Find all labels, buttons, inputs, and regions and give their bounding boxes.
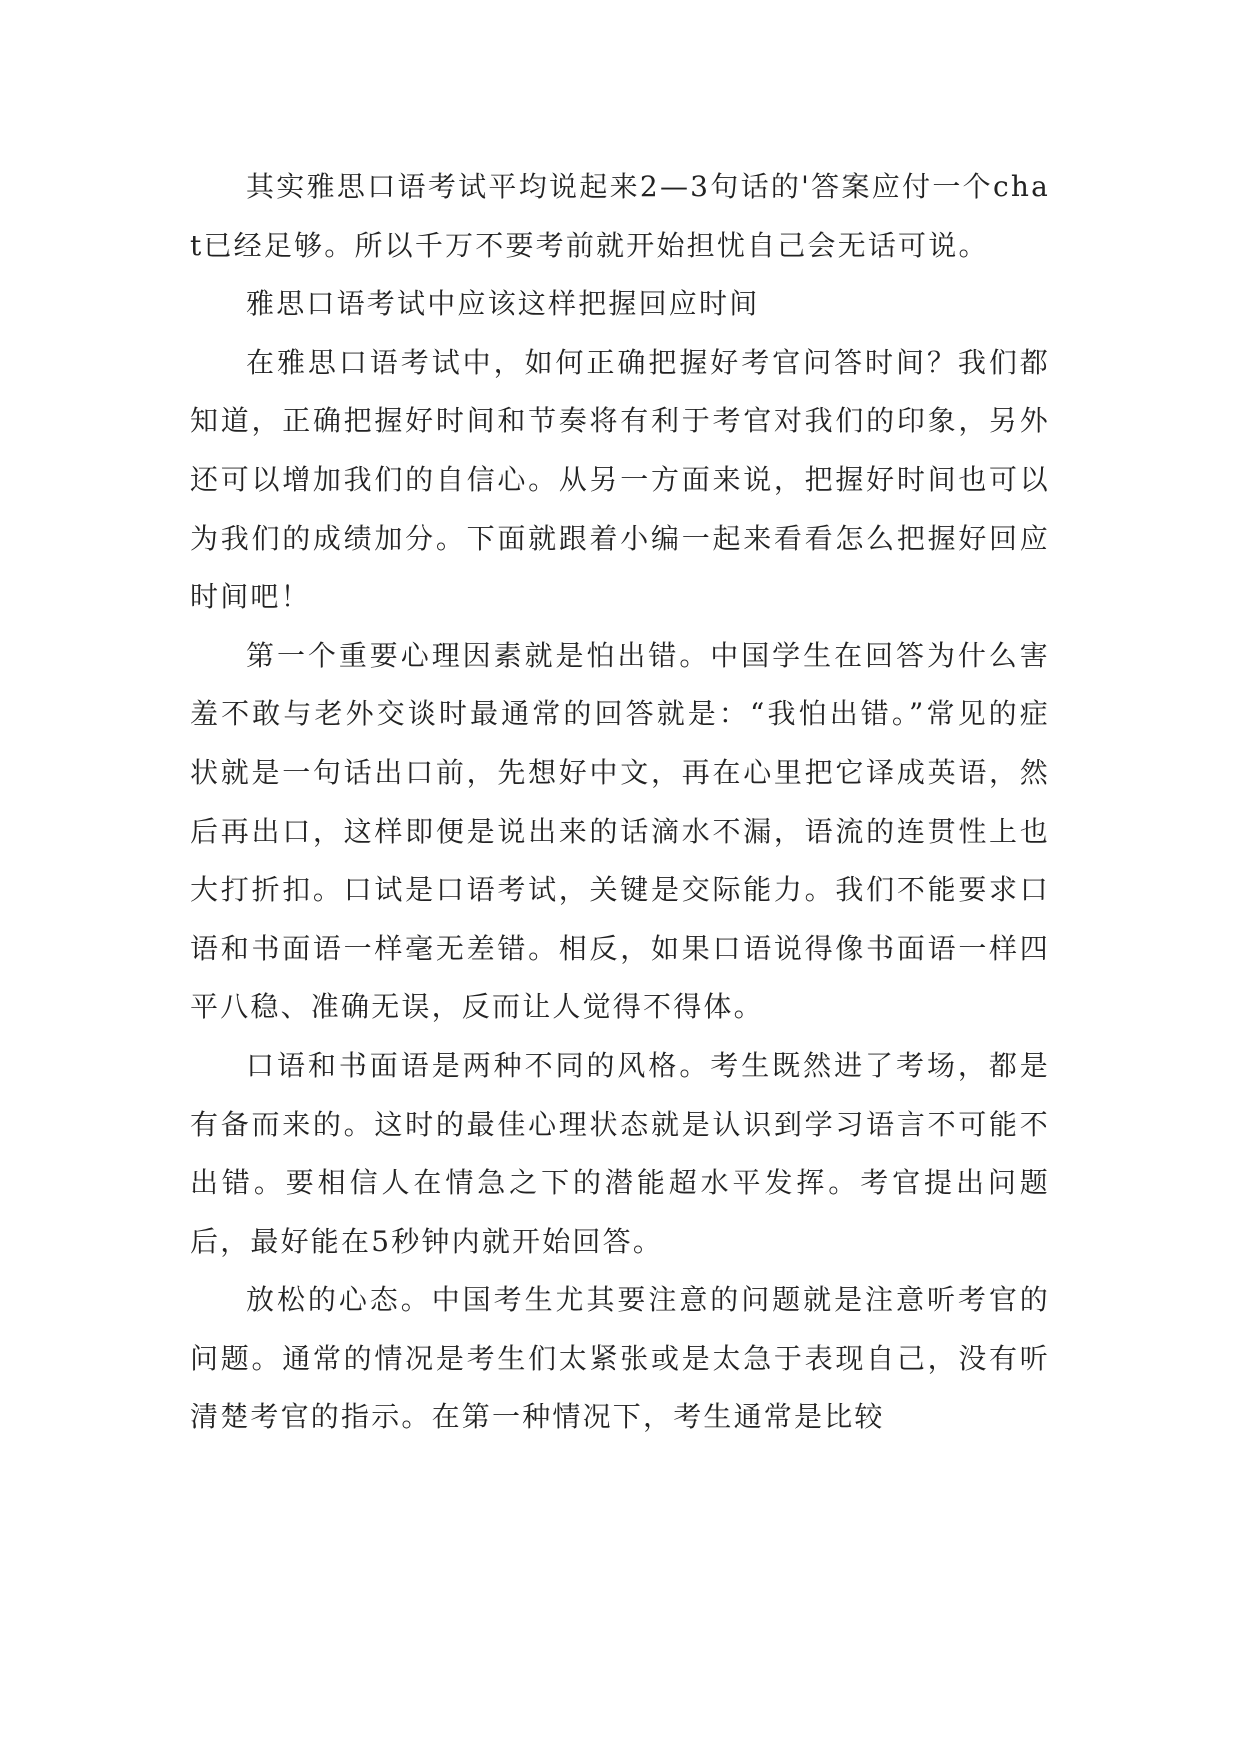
paragraph-timing: 在雅思口语考试中，如何正确把握好考官问答时间？我们都知道，正确把握好时间和节奏将有利于考官对我们的印象，另外还可以增加我们的自信心。从另一方面来说，把握好时间也可以为我们的成绩加分。下面就跟着小编一起来看看怎么把握好回应时间吧！ — [190, 345, 1050, 614]
paragraph-fear-of-mistakes: 第一个重要心理因素就是怕出错。中国学生在回答为什么害羞不敢与老外交谈时最通常的回答就是：“我怕出错。”常见的症状就是一句话出口前，先想好中文，再在心里把它译成英语，然后再出口，这样即便是说出来的话滴水不漏，语流的连贯性上也大打折扣。口试是口语考试，关键是交际能力。我们不能要求口语和书面语一样毫无差错。相反，如果口语说得像书面语一样四平八稳、准确无误，反而让人觉得不得体。 — [190, 638, 1050, 1024]
document-body — [190, 158, 1050, 1447]
paragraph-intro: 其实雅思口语考试平均说起来2—3句话的'答案应付一个chat已经足够。所以千万不要考前就开始担忧自己会无话可说。 — [190, 170, 1050, 262]
section-heading: 雅思口语考试中应该这样把握回应时间 — [246, 287, 760, 321]
paragraph-relaxed-mindset: 放松的心态。中国考生尤其要注意的问题就是注意听考官的问题。通常的情况是考生们太紧张或是太急于表现自己，没有听清楚考官的指示。在第一种情况下，考生通常是比较 — [190, 1283, 1050, 1434]
paragraph-spoken-vs-written: 口语和书面语是两种不同的风格。考生既然进了考场，都是有备而来的。这时的最佳心理状态就是认识到学习语言不可能不出错。要相信人在情急之下的潜能超水平发挥。考官提出问题后，最好能在5秒钟内就开始回答。 — [190, 1048, 1050, 1258]
